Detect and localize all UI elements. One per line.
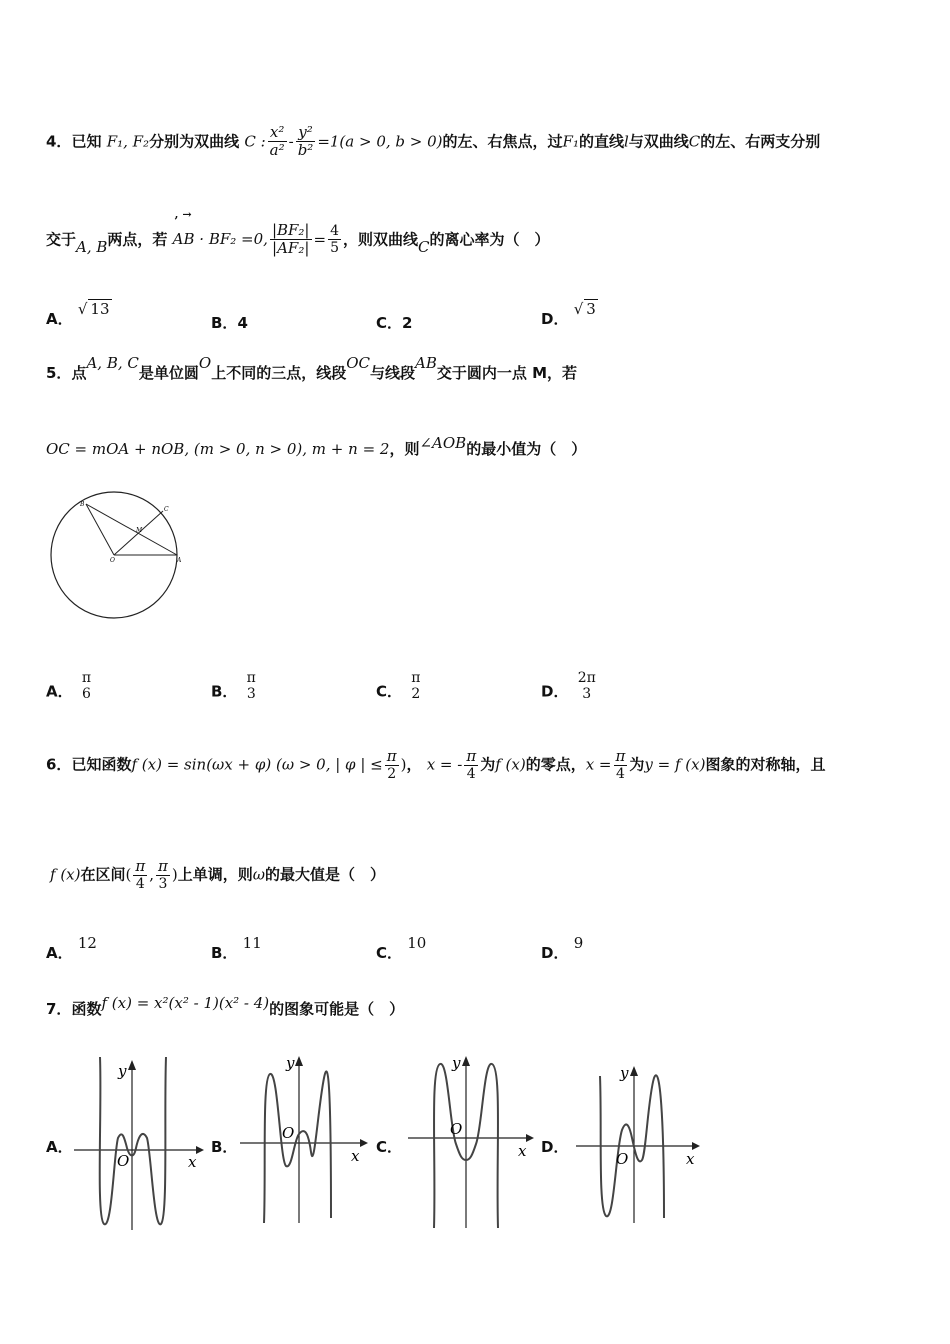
curve bbox=[100, 1057, 166, 1224]
q7-line1 bbox=[46, 994, 405, 1018]
q5-o: O bbox=[198, 354, 212, 372]
q7-text: 的图象可能是（ ） bbox=[269, 1000, 405, 1018]
equals: = bbox=[313, 230, 327, 249]
q4-condition: =1(a > 0, b > 0) bbox=[317, 132, 443, 151]
q4-curve-c: C bbox=[688, 132, 701, 151]
q4-text: ，则双曲线 bbox=[343, 230, 419, 249]
option-value: 11 bbox=[242, 934, 262, 952]
y-arrow-icon bbox=[462, 1056, 470, 1066]
q5-text: 上不同的三点，线段 bbox=[211, 364, 347, 382]
vector-arrows: , → bbox=[174, 208, 192, 222]
frac-den: b² bbox=[297, 141, 314, 160]
graph-b bbox=[236, 1048, 371, 1233]
q4-points-ab: A, B bbox=[76, 238, 108, 257]
option-fraction bbox=[80, 670, 93, 702]
q5-text: 点 bbox=[71, 364, 87, 382]
x-arrow-icon bbox=[526, 1134, 534, 1142]
q6-line2 bbox=[50, 858, 385, 892]
label-m: M bbox=[136, 527, 143, 534]
q4-frac-y bbox=[296, 124, 316, 160]
q6-text: 的零点， bbox=[525, 755, 586, 774]
q5-line1 bbox=[46, 354, 578, 382]
x-label: x bbox=[188, 1153, 197, 1171]
q6-fx: f (x) bbox=[495, 755, 526, 774]
frac-num: 4 bbox=[330, 223, 339, 240]
y-arrow-icon bbox=[295, 1056, 303, 1066]
q6-option-b[interactable] bbox=[211, 934, 262, 963]
frac-num: π bbox=[246, 670, 256, 686]
frac-den: 3 bbox=[582, 686, 592, 703]
paren: ) bbox=[400, 755, 407, 774]
q7-option-a[interactable]: A． bbox=[46, 1138, 73, 1156]
q4-option-b[interactable] bbox=[211, 312, 248, 333]
q4-curve-name: C : bbox=[244, 132, 266, 151]
q4-text: 与双曲线 bbox=[628, 132, 689, 151]
option-value: 10 bbox=[407, 934, 427, 952]
q6-omega: ω bbox=[252, 865, 265, 884]
q6-text: 在区间 bbox=[80, 865, 126, 884]
q7-option-d[interactable]: D． bbox=[541, 1138, 569, 1156]
q4-option-c[interactable] bbox=[376, 312, 412, 333]
q4-text: 交于 bbox=[46, 230, 77, 249]
q7-number: 7． bbox=[46, 1000, 72, 1018]
q6-frac-pi2 bbox=[385, 748, 399, 782]
option-label: D． bbox=[541, 682, 569, 701]
q5-text: 是单位圆 bbox=[138, 364, 199, 382]
frac-num: π bbox=[466, 747, 477, 765]
q4-option-a[interactable] bbox=[46, 300, 112, 329]
option-label: D． bbox=[541, 944, 569, 962]
option-value: 13 bbox=[90, 300, 110, 318]
q4-frac-x bbox=[268, 124, 287, 160]
q5-text: 的最小值为（ ） bbox=[466, 440, 587, 458]
frac-den: 5 bbox=[330, 240, 339, 257]
option-label: A． bbox=[46, 310, 73, 328]
option-label: D． bbox=[541, 310, 569, 328]
curve bbox=[600, 1075, 664, 1218]
option-label: B． bbox=[211, 682, 238, 701]
option-value: 4 bbox=[237, 314, 248, 332]
q6-option-c[interactable] bbox=[376, 934, 427, 963]
q5-ab: AB bbox=[415, 354, 437, 372]
graph-c bbox=[404, 1048, 539, 1233]
q7-text: 函数 bbox=[71, 1000, 102, 1018]
option-label: B． bbox=[211, 944, 238, 962]
unit-circle-figure bbox=[46, 484, 216, 624]
origin-label: O bbox=[616, 1150, 629, 1168]
y-label: y bbox=[452, 1054, 461, 1072]
y-arrow-icon bbox=[128, 1060, 136, 1070]
x-label: x bbox=[351, 1147, 360, 1165]
origin-label: O bbox=[117, 1152, 130, 1170]
q4-number: 4． bbox=[46, 132, 72, 151]
frac-num: π bbox=[135, 857, 146, 875]
frac-den: 3 bbox=[158, 876, 168, 893]
q4-four-fifths bbox=[328, 223, 341, 256]
q4-line2 bbox=[46, 208, 550, 258]
sqrt-icon: √ 3 bbox=[573, 300, 596, 318]
origin-label: O bbox=[450, 1120, 463, 1138]
comma: , bbox=[149, 865, 154, 884]
q5-text: ，则 bbox=[389, 440, 420, 458]
q6-y-fx: y = f (x) bbox=[644, 755, 706, 774]
x-arrow-icon bbox=[360, 1139, 368, 1147]
q6-number: 6． bbox=[46, 755, 72, 774]
option-label: C． bbox=[376, 944, 403, 962]
frac-den: 4 bbox=[466, 766, 476, 783]
option-fraction bbox=[576, 670, 598, 702]
frac-den: 4 bbox=[615, 766, 625, 783]
label-o: O bbox=[110, 557, 115, 564]
q4-text: 两点，若 bbox=[107, 230, 168, 249]
frac-den: 2 bbox=[411, 686, 421, 703]
q6-option-d[interactable] bbox=[541, 934, 584, 963]
q5-option-a[interactable] bbox=[46, 670, 95, 708]
q6-x-eq: x = - bbox=[426, 755, 463, 774]
y-label: y bbox=[118, 1062, 127, 1080]
q7-option-b[interactable]: B． bbox=[211, 1138, 238, 1156]
q4-option-d[interactable] bbox=[541, 300, 598, 329]
graph-a bbox=[70, 1052, 205, 1237]
option-label: B． bbox=[211, 314, 238, 332]
q4-vector-expr bbox=[172, 208, 268, 249]
q5-line2 bbox=[46, 434, 587, 458]
frac-den: |AF₂| bbox=[272, 239, 310, 258]
q4-text: 的直线 bbox=[578, 132, 624, 151]
frac-den: 3 bbox=[246, 686, 256, 703]
frac-den: 2 bbox=[387, 766, 397, 783]
option-value: 9 bbox=[573, 934, 584, 952]
q5-option-c[interactable] bbox=[376, 670, 424, 708]
q7-option-c[interactable]: C． bbox=[376, 1138, 403, 1156]
q5-option-b[interactable] bbox=[211, 670, 260, 708]
minus-sign: - bbox=[288, 132, 294, 151]
q6-text: ， bbox=[406, 755, 422, 774]
q4-line1 bbox=[46, 124, 820, 160]
sqrt-icon: √ 13 bbox=[77, 300, 110, 318]
q4-text: 的离心率为（ ） bbox=[429, 230, 550, 249]
q4-ratio bbox=[270, 222, 312, 258]
q4-f1: F₁ bbox=[562, 132, 579, 151]
q6-text: 已知函数 bbox=[71, 755, 132, 774]
q4-curve-c: C bbox=[418, 238, 430, 257]
x-arrow-icon bbox=[692, 1142, 700, 1150]
q5-angle: ∠AOB bbox=[419, 434, 467, 452]
q5-number: 5． bbox=[46, 364, 72, 382]
option-value: 2 bbox=[402, 314, 413, 332]
y-label: y bbox=[286, 1054, 295, 1072]
label-a: A bbox=[177, 557, 182, 564]
option-value: 3 bbox=[586, 300, 596, 318]
q4-text: 分别为双曲线 bbox=[149, 132, 240, 151]
frac-num: 2π bbox=[577, 670, 596, 686]
q6-function: f (x) = sin(ωx + φ) (ω > 0, | φ | ≤ bbox=[131, 755, 383, 774]
q6-x-eq: x = bbox=[585, 755, 612, 774]
q4-text: 的左、右两支分别 bbox=[700, 132, 821, 151]
q4-line-l: l bbox=[623, 132, 629, 151]
q5-text: 交于圆内一点 M，若 bbox=[436, 364, 578, 382]
origin-label: O bbox=[282, 1124, 295, 1142]
option-fraction bbox=[245, 670, 258, 702]
frac-num: π bbox=[615, 747, 626, 765]
frac-num: π bbox=[386, 747, 397, 765]
q6-text: 图象的对称轴，且 bbox=[705, 755, 826, 774]
frac-num: π bbox=[81, 670, 92, 686]
frac-den: 6 bbox=[81, 686, 91, 703]
q4-text: 已知 bbox=[71, 132, 102, 151]
frac-num: y² bbox=[296, 124, 316, 142]
q6-fx: f (x) bbox=[50, 865, 81, 884]
x-label: x bbox=[686, 1150, 695, 1168]
option-value: 12 bbox=[77, 934, 97, 952]
frac-num: |BF₂| bbox=[271, 221, 310, 239]
q6-text: 为 bbox=[480, 755, 496, 774]
q4-text: 的左、右焦点，过 bbox=[442, 132, 563, 151]
q6-text: 上单调，则 bbox=[177, 865, 253, 884]
x-arrow-icon bbox=[196, 1146, 204, 1154]
label-c: C bbox=[164, 506, 169, 513]
option-label: A． bbox=[46, 944, 73, 962]
q5-text: 与线段 bbox=[369, 364, 415, 382]
y-arrow-icon bbox=[630, 1066, 638, 1076]
x-label: x bbox=[518, 1142, 527, 1160]
frac-num: π bbox=[411, 670, 421, 686]
frac-num: π bbox=[158, 857, 168, 875]
q6-text: 的最大值是（ ） bbox=[264, 865, 385, 884]
q7-function: f (x) = x²(x² - 1)(x² - 4) bbox=[101, 994, 270, 1012]
frac-num: x² bbox=[268, 124, 287, 142]
option-label: C． bbox=[376, 314, 403, 332]
q6-frac-pi4 bbox=[614, 748, 628, 782]
frac-den: a² bbox=[269, 141, 285, 160]
q6-line1 bbox=[46, 748, 825, 782]
frac-den: 4 bbox=[135, 876, 145, 893]
curve bbox=[264, 1071, 331, 1223]
dot-product: AB · BF₂ =0, bbox=[172, 230, 268, 249]
option-label: C． bbox=[376, 682, 403, 701]
paren: ( bbox=[125, 865, 132, 884]
q6-text: 为 bbox=[629, 755, 645, 774]
q5-oc: OC bbox=[346, 354, 370, 372]
y-label: y bbox=[620, 1064, 629, 1082]
q5-equation: OC = mOA + nOB, (m > 0, n > 0), m + n = 2 bbox=[46, 440, 390, 458]
q5-points: A, B, C bbox=[86, 354, 139, 372]
label-b: B bbox=[80, 501, 85, 508]
q6-frac-pi4 bbox=[464, 748, 478, 782]
q6-frac-pi4 bbox=[133, 858, 147, 892]
q6-option-a[interactable] bbox=[46, 934, 97, 963]
paren: ) bbox=[171, 865, 178, 884]
q6-frac-pi3 bbox=[156, 858, 170, 892]
q5-option-d[interactable] bbox=[541, 670, 600, 708]
option-fraction bbox=[409, 670, 422, 702]
graph-d bbox=[572, 1058, 707, 1228]
option-label: A． bbox=[46, 682, 73, 701]
q4-foci: F₁, F₂ bbox=[106, 132, 150, 151]
